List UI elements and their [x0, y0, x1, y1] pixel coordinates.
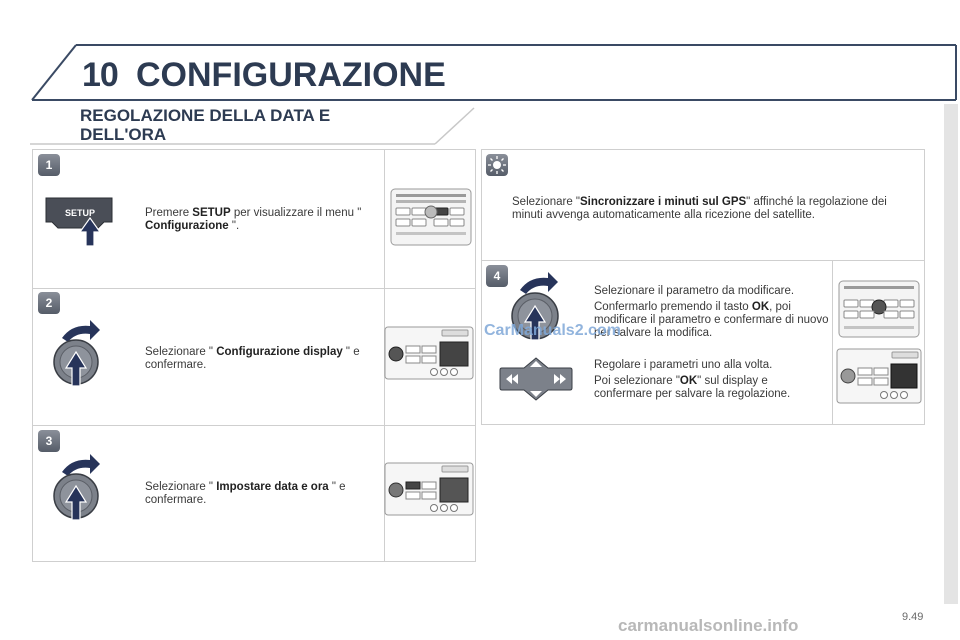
radio-faceplate-1	[390, 188, 472, 246]
step-4-divider	[832, 261, 833, 424]
step-4-text-c: Regolare i parametri uno alla volta.	[594, 359, 773, 371]
chapter-number: 10	[82, 56, 118, 94]
chapter-title: CONFIGURAZIONE	[136, 56, 446, 94]
footer-watermark: carmanualsonline.info	[618, 616, 799, 635]
radio-faceplate-2	[384, 326, 474, 380]
watermark-text: CarManuals2.com	[484, 322, 621, 339]
section-title-line1: REGOLAZIONE DELLA DATA E	[80, 106, 331, 125]
section-title-line2: DELL'ORA	[80, 125, 167, 144]
step-2-badge: 2	[38, 292, 60, 314]
setup-key-text: SETUP	[64, 208, 96, 218]
radio-faceplate-3	[384, 462, 474, 516]
step-4-badge: 4	[486, 265, 508, 287]
step-1-badge: 1	[38, 154, 60, 176]
rotary-knob-icon-2	[50, 318, 104, 390]
step-3-badge: 3	[38, 430, 60, 452]
step2-divider	[33, 425, 475, 426]
page-number: 9.49	[902, 611, 924, 623]
step1-divider	[33, 288, 475, 289]
tip-text: Selezionare "Sincronizzare i minuti sul GPS" affinché la regolazione dei minuti avvenga automaticamente alla ricezione del satellite.	[512, 196, 887, 221]
radio-faceplate-4a	[838, 280, 920, 338]
step-4-text-b: Confermarlo premendo il tasto OK, poi modificare il parametro e confermare di nuovo per salvare la modifica.	[594, 301, 829, 339]
step-4-text-d: Poi selezionare "OK" sul display e confermare per salvare la regolazione.	[594, 375, 791, 400]
rotary-knob-icon-3	[50, 452, 104, 524]
lightbulb-icon	[486, 154, 508, 176]
step-2-text: Selezionare " Configurazione display " e confermare.	[145, 346, 360, 371]
step-4-text-a: Selezionare il parametro da modificare.	[594, 285, 795, 297]
page-edge-strip	[944, 104, 958, 604]
radio-faceplate-4b	[836, 348, 922, 404]
direction-pad-icon	[498, 356, 574, 402]
step-3-text: Selezionare " Impostare data e ora " e confermare.	[145, 481, 346, 506]
step-1-text: Premere SETUP per visualizzare il menu " Configurazione ".	[145, 207, 362, 232]
section-title	[80, 106, 400, 144]
setup-key-icon	[42, 194, 114, 248]
